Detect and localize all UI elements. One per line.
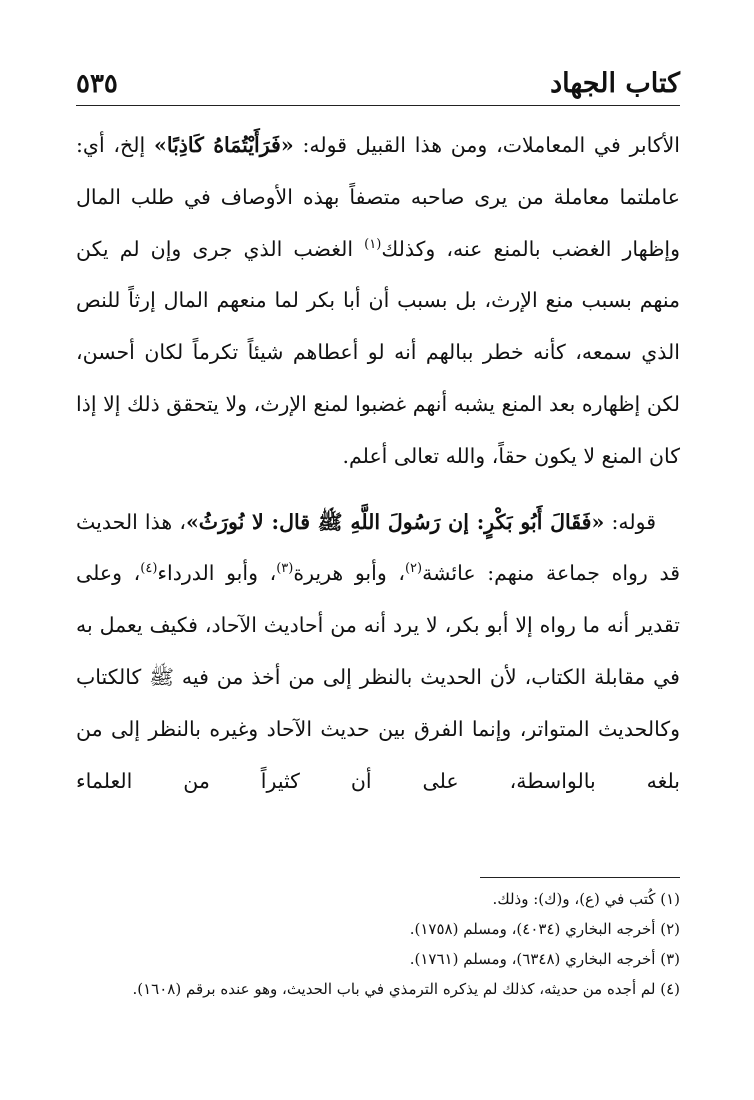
paragraph-1-text-b: إلخ، أي: عاملتما معاملة من يرى صاحبه متصفاً بهذه الأوصاف في طلب المال وإظهار الغضب بالمنع عنه، وكذلك (76, 133, 680, 261)
quran-quote: «فَرَأَيْتُمَاهُ كَاذِبًا» (154, 133, 294, 157)
footnote-ref-1[interactable]: (١) (364, 236, 382, 252)
footnote-divider (480, 877, 680, 878)
paragraph-2-text-c: ، وأبو هريرة (293, 561, 405, 586)
paragraph-2-text-b: ، هذا الحديث قد رواه جماعة منهم: عائشة (76, 509, 681, 586)
main-text (76, 120, 680, 807)
footnote-ref-2[interactable]: (٢) (404, 561, 423, 577)
paragraph-2-text-d: ، وأبو الدرداء (157, 561, 277, 586)
footnote-1: (١) كُتب في (ع)، و(ك): وذلك. (492, 890, 680, 908)
page-number: ٥٣٥ (76, 69, 118, 99)
footnote-2: (٢) أخرجه البخاري (٤٠٣٤)، ومسلم (١٧٥٨). (409, 920, 680, 938)
footnotes (76, 884, 680, 1004)
paragraph-2-text-e: ، وعلى تقدير أنه ما رواه إلا أبو بكر، لا يرد أنه من أحاديث الآحاد، فكيف يعمل به في مقابلة الكتاب، لأن الحديث بالنظر إلى من أخذ من فيه ﷺ كالكتاب وكالحديث المتواتر، وإنما الفرق بين حديث الآحاد وغيره بالنظر إلى من بلغه بالواسطة، على أن كثيراً من العلماء (76, 561, 680, 793)
header-divider (76, 105, 680, 106)
paragraph-1-text-a: الأكابر في المعاملات، ومن هذا القبيل قوله: (293, 133, 680, 157)
paragraph-1 (76, 120, 680, 483)
chapter-title: كتاب الجهاد (550, 68, 680, 99)
footnote-ref-3[interactable]: (٣) (276, 561, 294, 577)
hadith-quote: «فَقَالَ أَبُو بَكْرٍ: إن رَسُولَ اللَّهِ ﷺ قال: لا نُورَثُ» (185, 509, 605, 534)
paragraph-2-text-a: قوله: (604, 509, 656, 534)
footnote-ref-4[interactable]: (٤) (140, 561, 158, 577)
paragraph-2 (76, 497, 680, 808)
footnote-3: (٣) أخرجه البخاري (٦٣٤٨)، ومسلم (١٧٦١). (409, 950, 680, 968)
footnote-4: (٤) لم أجده من حديثه، كذلك لم يذكره الترمذي في باب الحديث، وهو عنده برقم (١٦٠٨). (132, 980, 680, 998)
paragraph-1-text-c: الغضب الذي جرى وإن لم يكن منهم بسبب منع الإرث، بل بسبب أن أبا بكر لما منعهم المال إرثاً للنص الذي سمعه، كأنه خطر ببالهم أنه لو أعطاهم شيئاً تكرماً لكان أحسن، لكن إظهاره بعد المنع يشبه أنهم غضبوا لمنع الإرث، ولا يتحقق ذلك إلا إذا كان المنع لا يكون حقاً، والله تعالى أعلم. (76, 236, 680, 468)
page-header (76, 55, 680, 97)
